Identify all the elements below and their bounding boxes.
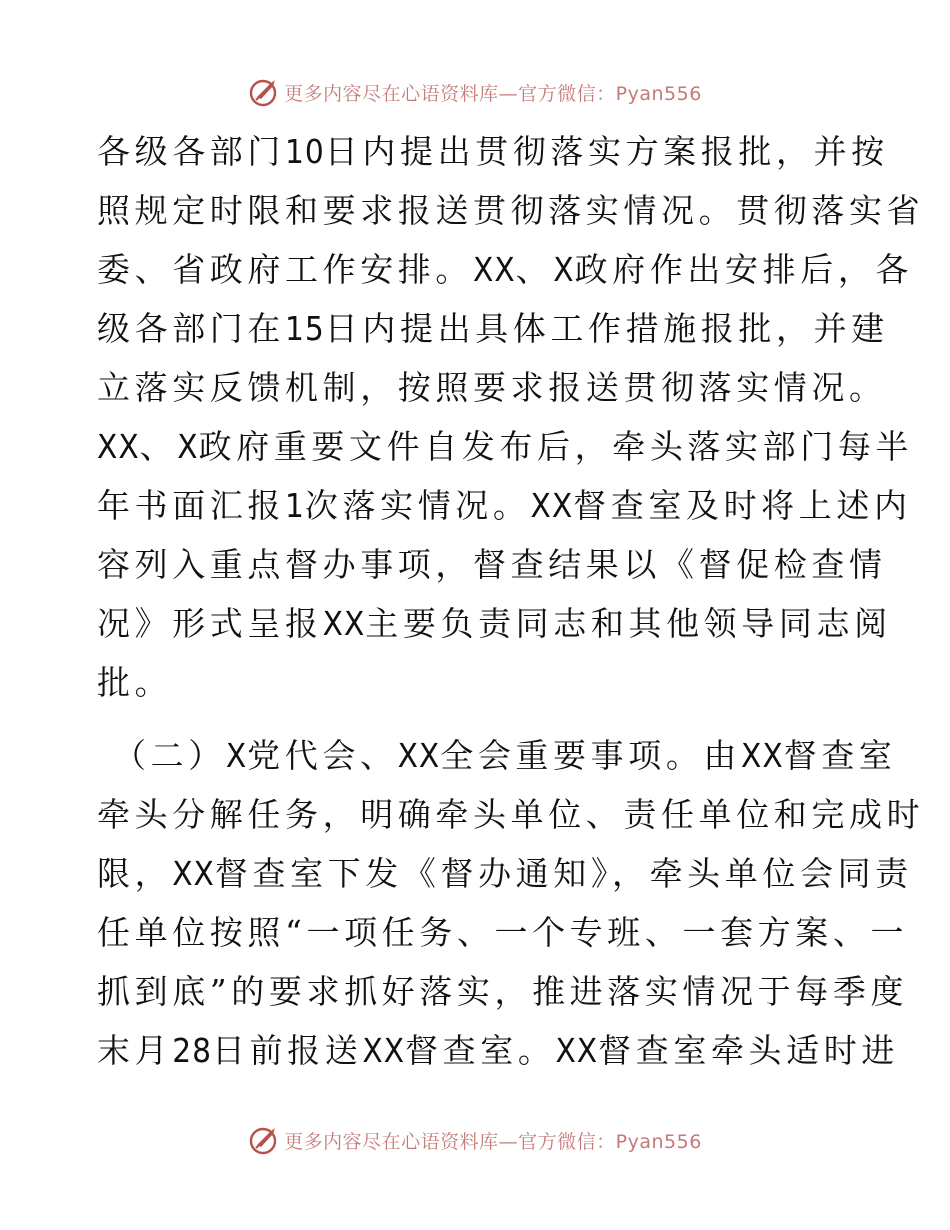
watermark-text: 更多内容尽在心语资料库—官方微信：Pyan556 (284, 82, 702, 105)
paragraph-1-line: 况》形式呈报XX主要负责同志和其他领导同志阅 (97, 604, 892, 643)
paragraph-1-line: XX、X政府重要文件自发布后，牵头落实部门每半 (97, 427, 914, 466)
paragraph-2-line: 末月28日前报送XX督查室。XX督查室牵头适时进 (97, 1031, 899, 1070)
paragraph-gap (97, 712, 867, 726)
quill-pen-logo-icon (248, 75, 282, 109)
footer-watermark (0, 1120, 950, 1160)
paragraph-1-line: 批。 (97, 663, 173, 702)
paragraph-1-line: 级各部门在15日内提出具体工作措施报批，并建 (97, 309, 889, 348)
paragraph-2-line: 牵头分解任务，明确牵头单位、责任单位和完成时 (97, 795, 925, 834)
header-watermark (0, 72, 950, 112)
paragraph-2-line: 任单位按照“一项任务、一个专班、一套方案、一 (97, 913, 909, 952)
quill-pen-logo-icon (248, 1123, 282, 1157)
paragraph-1-line: 立落实反馈机制，按照要求报送贯彻落实情况。 (97, 368, 887, 407)
paragraph-2-line: 限，XX督查室下发《督办通知》，牵头单位会同责 (97, 854, 913, 893)
paragraph-2-line: （二）X党代会、XX全会重要事项。由XX督查室 (113, 736, 897, 775)
paragraph-1-line: 委、省政府工作安排。XX、X政府作出安排后，各 (97, 250, 914, 289)
watermark-text: 更多内容尽在心语资料库—官方微信：Pyan556 (284, 1130, 702, 1153)
paragraph-1-line: 年书面汇报1次落实情况。XX督查室及时将上述内 (97, 486, 912, 525)
paragraph-1-line: 容列入重点督办事项，督查结果以《督促检查情 (97, 545, 887, 584)
paragraph-2-line: 抓到底”的要求抓好落实，推进落实情况于每季度 (97, 972, 909, 1011)
paragraph-1-line: 照规定时限和要求报送贯彻落实情况。贯彻落实省 (97, 191, 925, 230)
paragraph-1-line: 各级各部门10日内提出贯彻落实方案报批，并按 (97, 132, 889, 171)
document-body (97, 122, 925, 1080)
